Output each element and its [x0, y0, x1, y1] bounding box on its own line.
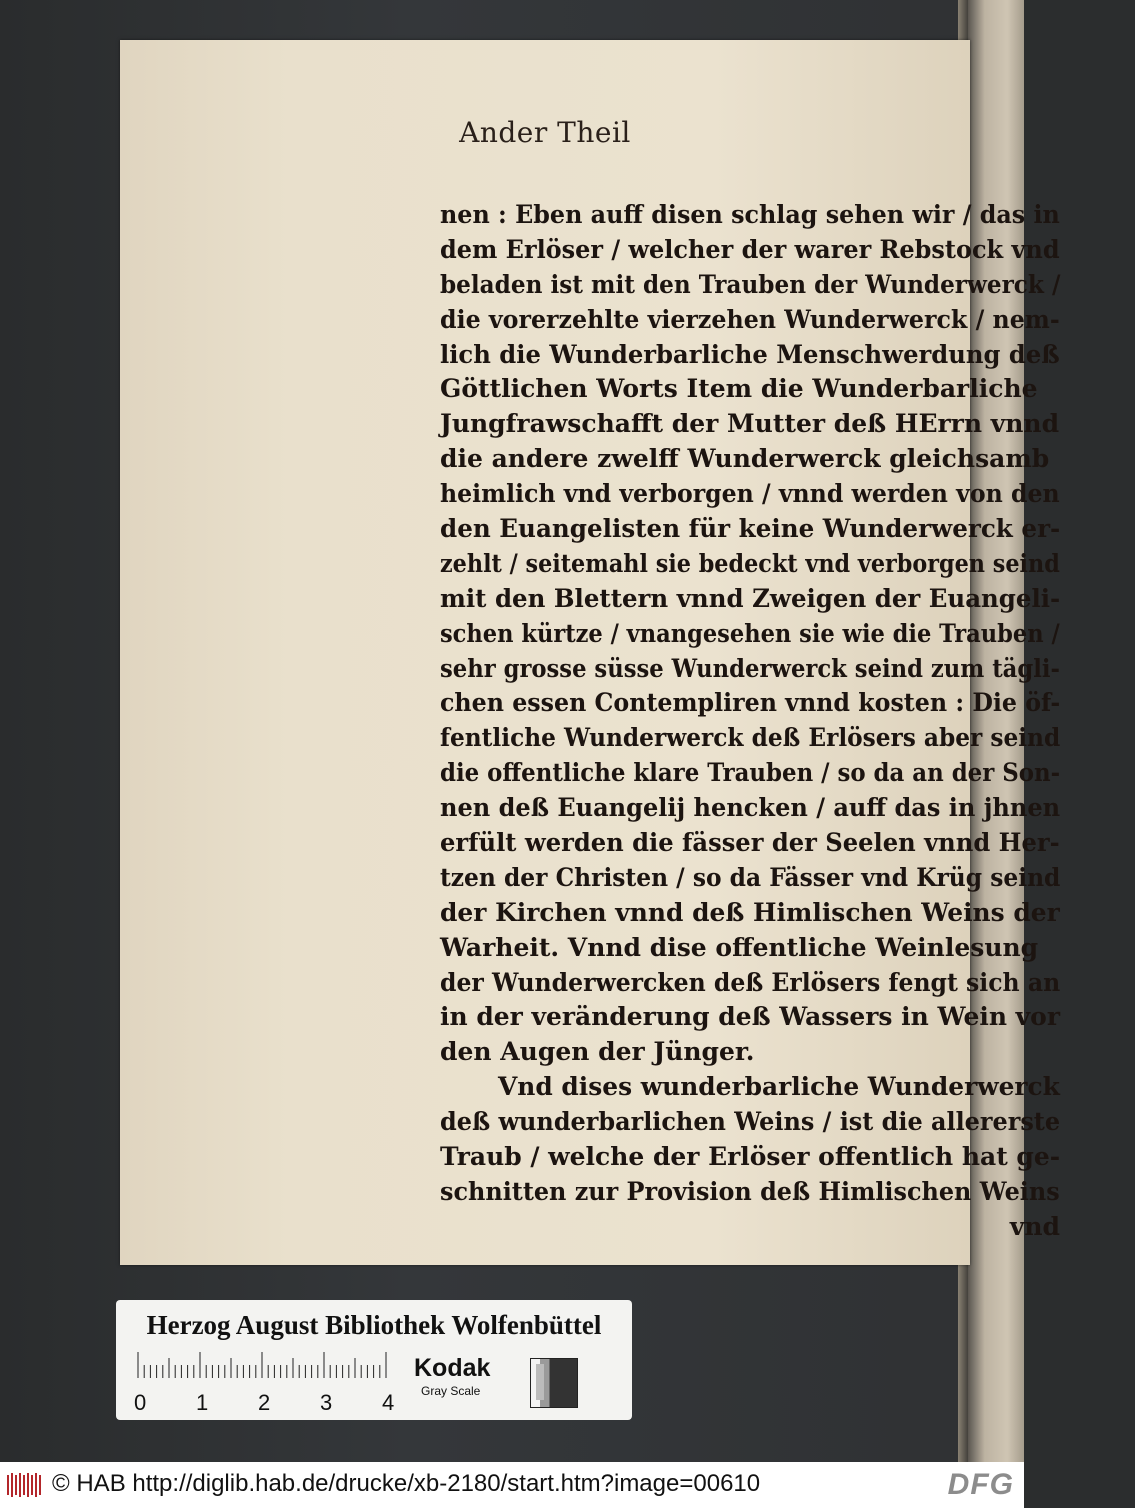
text-line-content: nen deß Euangelij hencken / auff das in jhnen: [440, 793, 1061, 823]
text-line: [440, 477, 1060, 512]
text-block: [440, 198, 1060, 1245]
footer-bar: [0, 1462, 1024, 1508]
text-line-content: den Euangelisten für keine Wunderwerck er-: [440, 514, 1061, 544]
text-line: [440, 861, 1060, 896]
text-line: [440, 931, 1060, 966]
ruler-number: 4: [382, 1390, 395, 1415]
catchword: [440, 1210, 1060, 1245]
text-line: [440, 1000, 1060, 1035]
text-line: [440, 617, 1060, 652]
text-line: [440, 338, 1060, 373]
running-header: Ander Theil: [459, 116, 631, 149]
ruler-number: 1: [196, 1390, 209, 1415]
text-line-content: sehr grosse süsse Wunderwerck seind zum tägli-: [440, 653, 1060, 683]
text-line-content: die offentliche klare Trauben / so da an der Son-: [440, 758, 1061, 788]
text-line: [440, 652, 1060, 687]
text-line: [440, 966, 1060, 1001]
text-line-content: die andere zwelff Wunderwerck gleichsamb: [440, 444, 1050, 474]
catchword-text: vnd: [1009, 1211, 1060, 1241]
text-line: [440, 198, 1060, 233]
text-line-content: beladen ist mit den Trauben der Wunderwerck /: [440, 269, 1061, 299]
text-line-content: erfült werden die fässer der Seelen vnnd Her-: [440, 828, 1060, 858]
ruler-number: 0: [134, 1390, 147, 1415]
text-line-content: Vnd dises wunderbarliche Wunderwerck: [498, 1072, 1060, 1102]
text-line: [440, 896, 1060, 931]
text-line: [440, 233, 1060, 268]
text-line: [440, 442, 1060, 477]
text-line: [440, 372, 1060, 407]
text-line-content: Jungfrawschafft der Mutter deß HErrn vnnd: [440, 409, 1060, 439]
text-line-content: schnitten zur Provision deß Himlischen Weins: [440, 1176, 1060, 1206]
library-name: Herzog August Bibliothek Wolfenbüttel: [146, 1310, 602, 1340]
text-line-content: mit den Blettern vnnd Zweigen der Euangeli-: [440, 583, 1061, 613]
ruler-number: 2: [258, 1390, 271, 1415]
text-line: [440, 407, 1060, 442]
text-line: [440, 826, 1060, 861]
text-line-content: dem Erlöser / welcher der warer Rebstock vnd: [440, 234, 1060, 264]
book-page: [120, 40, 1061, 1265]
text-line: [440, 686, 1060, 721]
text-line: [440, 303, 1060, 338]
hab-logo-icon: [6, 1472, 42, 1498]
text-line-content: in der veränderung deß Wassers in Wein vor: [440, 1002, 1060, 1032]
text-line-content: chen essen Contempliren vnnd kosten : Die öf-: [440, 688, 1061, 718]
text-line-content: der Wunderwercken deß Erlösers fengt sich an: [440, 967, 1061, 997]
text-line-content: Traub / welche der Erlöser offentlich hat ge-: [440, 1142, 1061, 1172]
text-line: [440, 582, 1060, 617]
text-line: [440, 1140, 1060, 1175]
text-line-content: heimlich vnd verborgen / vnnd werden von den: [440, 479, 1060, 509]
gray-scale-step: [536, 1364, 544, 1400]
text-line-content: deß wunderbarlichen Weins / ist die allererste: [440, 1107, 1061, 1137]
text-line: [440, 547, 1060, 582]
text-line-content: lich die Wunderbarliche Menschwerdung deß: [440, 339, 1060, 369]
calibration-card: [116, 1300, 632, 1420]
text-line: [440, 512, 1060, 547]
text-line: [440, 1175, 1060, 1210]
kodak-subtitle: Gray Scale: [421, 1384, 481, 1398]
text-line: [440, 1035, 1060, 1070]
text-line: [440, 756, 1060, 791]
text-line-content: nen : Eben auff disen schlag sehen wir / das in: [440, 200, 1060, 229]
copyright-link[interactable]: © HAB http://diglib.hab.de/drucke/xb-2180/start.htm?image=00610: [52, 1470, 761, 1497]
text-line-content: die vorerzehlte vierzehen Wunderwerck / nem-: [440, 304, 1060, 334]
text-line-content: tzen der Christen / so da Fässer vnd Krüg seind: [440, 862, 1061, 892]
text-line: [440, 268, 1060, 303]
text-line-content: fentliche Wunderwerck deß Erlösers aber seind: [440, 723, 1061, 753]
kodak-brand: Kodak: [414, 1354, 491, 1382]
ruler-number: 3: [320, 1390, 333, 1415]
text-line-content: Warheit. Vnnd dise offentliche Weinlesung: [440, 932, 1039, 962]
text-line-content: der Kirchen vnnd deß Himlischen Weins der: [440, 897, 1060, 927]
text-line: [440, 791, 1060, 826]
text-line: [440, 1105, 1060, 1140]
text-line-content: Göttlichen Worts Item die Wunderbarliche: [440, 374, 1038, 404]
text-line: [440, 721, 1060, 756]
text-line-content: schen kürtze / vnangesehen sie wie die Trauben /: [440, 618, 1060, 648]
dfg-logo: DFG: [947, 1468, 1014, 1501]
text-line-content: zehlt / seitemahl sie bedeckt vnd verborgen seind: [440, 548, 1060, 578]
text-line: [440, 1070, 1060, 1105]
ruler-scale: [134, 1350, 396, 1378]
text-line-content: den Augen der Jünger.: [440, 1037, 755, 1067]
